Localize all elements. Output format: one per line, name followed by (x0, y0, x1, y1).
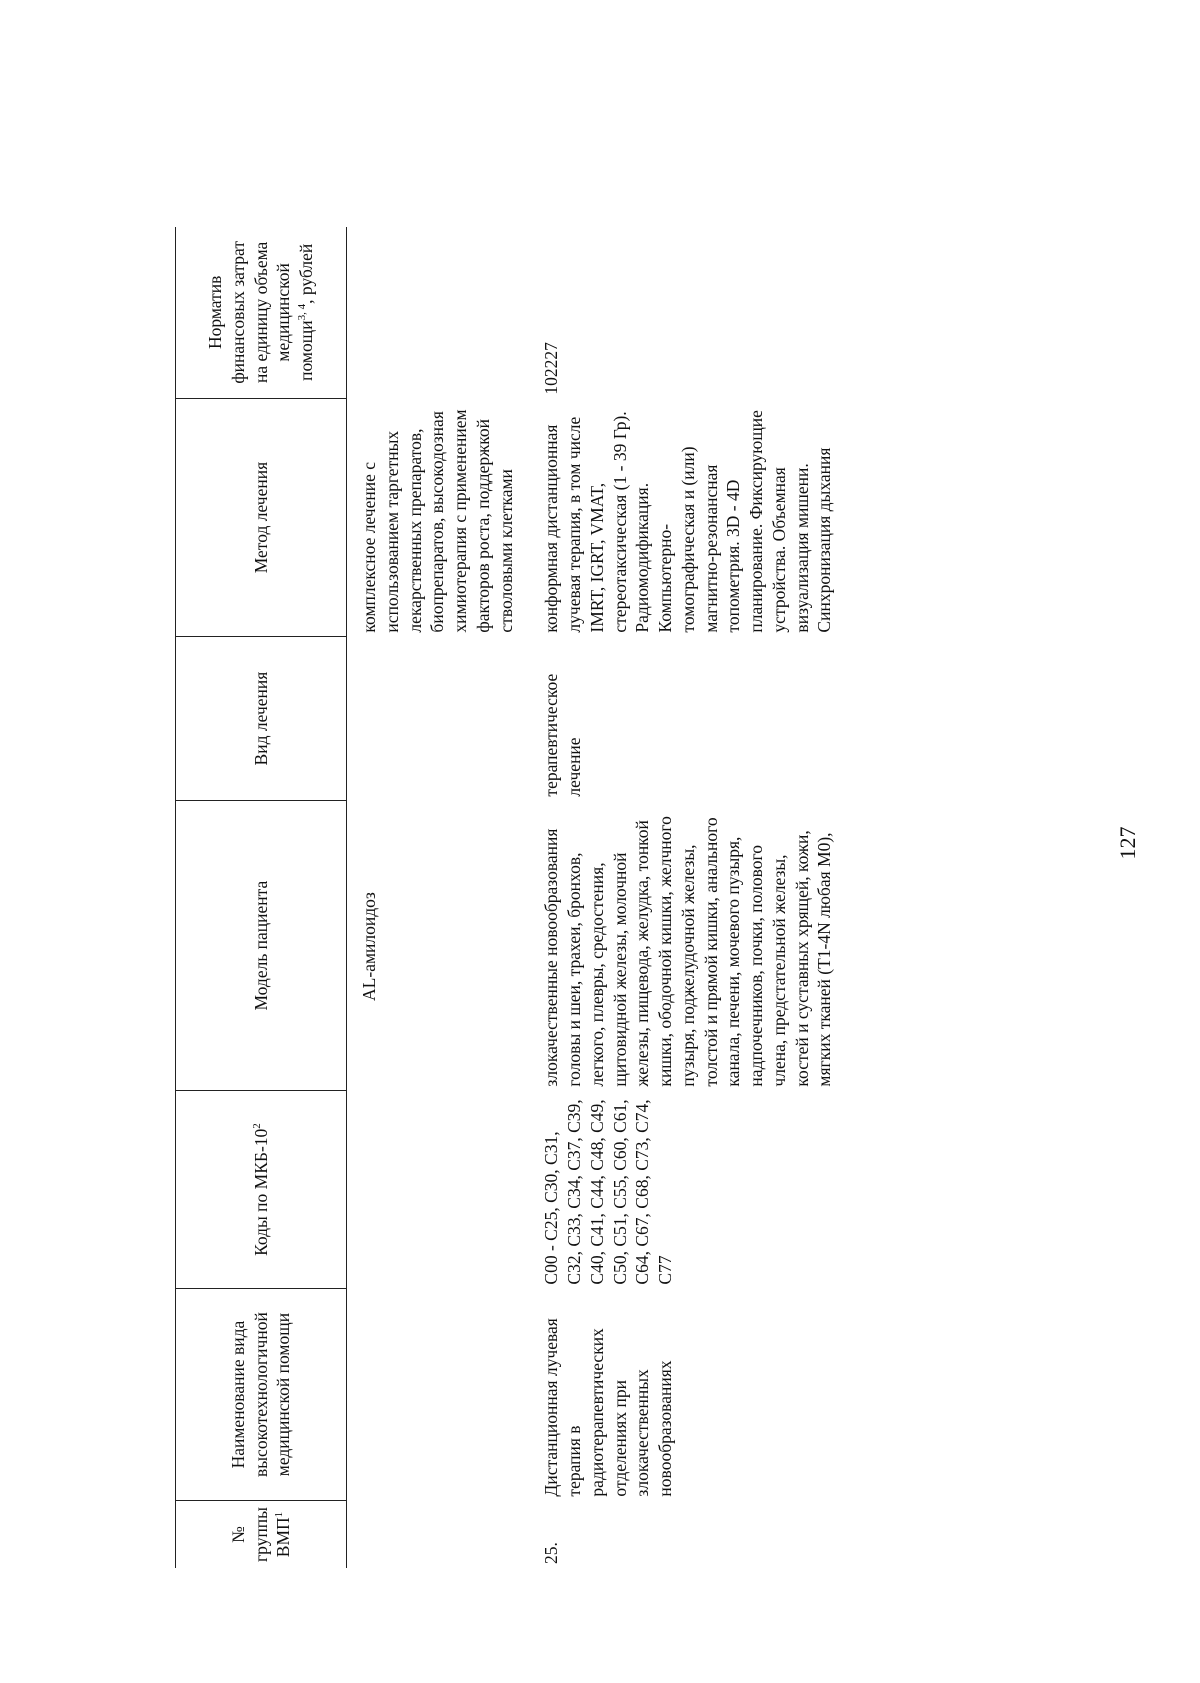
header-treatment-kind: Вид лечения (176, 637, 347, 801)
cell-num: 25. (541, 1542, 562, 1564)
cell-method: комплексное лечение с использованием таргетных лекарственных препаратов, биопрепаратов, высокодозная химиотерапия с применением факторов роста, поддержкой стволовыми клетками (359, 409, 516, 633)
header-patient-model: Модель пациента (176, 801, 347, 1091)
cell-norm (355, 227, 519, 399)
page-number: 127 (1115, 826, 1140, 860)
header-treatment-method: Метод лечения (176, 399, 347, 637)
cell-codes: C00 - C25, C30, C31, C32, C33, C34, C37, C39, C40, C41, C44, C48, C49, C50, C51, C55, C60, C61, C64, C67, C68, C73, C74, C77 (541, 1099, 675, 1285)
row-gap (519, 227, 537, 1568)
cell-model: злокачественные новообразования головы и шеи, трахеи, бронхов, легкого, плевры, средостения, щитовидной железы, молочной железы, пищевода, желудка, тонкой кишки, ободочной кишки, желчного пузыря, поджелудочной железы, толстой и прямой кишки, анального канала, печени, мочевого пузыря, надпочечников, почки, полового члена, предстательной железы, костей и суставных хрящей, кожи, мягких тканей (T1-4N любая M0), (541, 816, 835, 1087)
cell-num (355, 1501, 519, 1568)
table-row (537, 227, 838, 1568)
header-group-number: № группы ВМП$^1$ (176, 1501, 347, 1568)
vmp-table (175, 227, 838, 1568)
table-row (355, 227, 519, 1568)
cell-name: Дистанционная лучевая терапия в радиотерапевтических отделениях при злокачественных новообразованиях (541, 1318, 675, 1497)
header-row (176, 227, 347, 1568)
cell-kind (355, 637, 519, 801)
header-icd-codes: Коды по МКБ-$10^2$ (176, 1091, 347, 1289)
row-gap (347, 227, 356, 1568)
header-financial-norm: Норматив финансовых затрат на единицу объема медицинской помощи$^{3, 4}$, рублей (176, 227, 347, 399)
cell-method: конформная дистанционная лучевая терапия, в том числе IMRT, IGRT, VMAT, стереотаксическая (1 - 39 Гр). Радиомодификация. Компьютерно-томографическая и (или) магнитно-резонансная топометрия. 3D - 4D планирование. Фиксирующие устройства. Объемная визуализация мишени. Синхронизация дыхания (541, 410, 835, 633)
cell-kind: терапевтическое лечение (541, 673, 584, 797)
cell-codes (355, 1091, 519, 1289)
cell-model: AL-амилоидоз (359, 892, 379, 1001)
cell-name (355, 1289, 519, 1501)
cell-norm: 102227 (541, 342, 562, 395)
header-care-type-name: Наименование вида высокотехнологичной медицинской помощи (176, 1289, 347, 1501)
